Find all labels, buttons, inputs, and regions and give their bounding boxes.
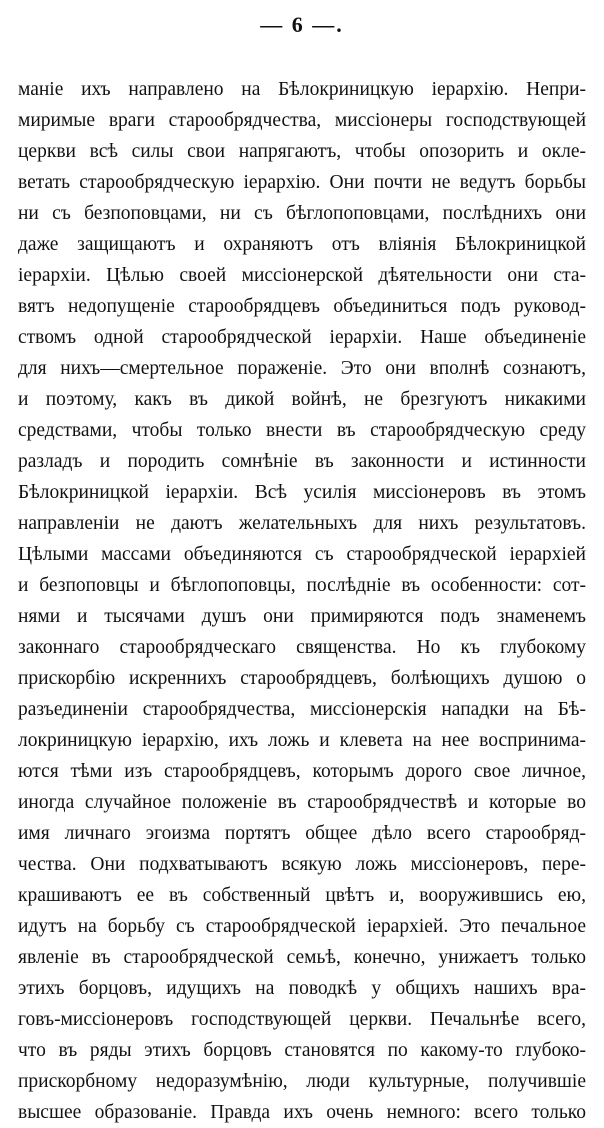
text-line: крашиваютъ ее въ собственный цвѣтъ и, вооружившись ею, (18, 885, 586, 906)
text-line: иногда случайное положеніе въ старообрядчествѣ и которые во (18, 792, 586, 813)
text-line: что въ ряды этихъ борцовъ становятся по какому-то глубоко- (18, 1040, 586, 1061)
text-line: разладъ и породить сомнѣніе въ законности и истинности (18, 451, 586, 472)
page-number: — 6 —. (260, 12, 344, 37)
text-line: законнаго старообрядческаго священства. Но къ глубокому (18, 637, 586, 658)
text-line: прискорбію искреннихъ старообрядцевъ, болѣющихъ душою о (18, 668, 586, 689)
text-line: прискорбному недоразумѣнію, люди культурные, получившіе (18, 1071, 586, 1092)
text-line: миримые враги старообрядчества, миссіонеры господствующей (18, 110, 586, 131)
body-text (18, 74, 586, 1128)
text-line: Цѣлыми массами объединяются съ старообрядческой іерархіей (18, 544, 586, 565)
text-line: нями и тысячами душъ они примиряются подъ знаменемъ (18, 606, 586, 627)
text-line: вятъ недопущеніе старообрядцевъ объединиться подъ руковод- (18, 296, 586, 317)
text-line: идутъ на борьбу съ старообрядческой іерархіей. Это печальное (18, 916, 586, 937)
text-line: ются тѣми изъ старообрядцевъ, которымъ дорого свое личное, (18, 761, 586, 782)
text-line: ветать старообрядческую іерархію. Они почти не ведутъ борьбы (18, 172, 586, 193)
text-line: для нихъ—смертельное пораженіе. Это они вполнѣ сознаютъ, (18, 358, 586, 379)
text-line: чества. Они подхватываютъ всякую ложь миссіонеровъ, пере- (18, 854, 586, 875)
text-line: имя личнаго эгоизма портятъ общее дѣло всего старообряд- (18, 823, 586, 844)
text-line: Бѣлокриницкой іерархіи. Всѣ усилія миссіонеровъ въ этомъ (18, 482, 586, 503)
text-line: церкви всѣ силы свои напрягаютъ, чтобы опозорить и окле- (18, 141, 586, 162)
text-line: ствомъ одной старообрядческой іерархіи. Наше объединеніе (18, 327, 586, 348)
text-line: говъ-миссіонеровъ господствующей церкви. Печальнѣе всего, (18, 1009, 586, 1030)
text-line: іерархіи. Цѣлью своей миссіонерской дѣятельности они ста- (18, 265, 586, 286)
text-line: и поэтому, какъ въ дикой войнѣ, не брезгуютъ никакими (18, 389, 586, 410)
text-line: средствами, чтобы только внести въ старообрядческую среду (18, 420, 586, 441)
text-line: локриницкую іерархію, ихъ ложь и клевета на нее воспринима- (18, 730, 586, 751)
text-line: высшее образованіе. Правда ихъ очень немного: всего только (18, 1102, 586, 1123)
text-line: и безпоповцы и бѣглопоповцы, послѣдніе въ особенности: сот- (18, 575, 586, 596)
text-line: этихъ борцовъ, идущихъ на поводкѣ у общихъ нашихъ вра- (18, 978, 586, 999)
text-line: даже защищаютъ и охраняютъ отъ вліянія Бѣлокриницкой (18, 234, 586, 255)
text-line: ни съ безпоповцами, ни съ бѣглопоповцами, послѣднихъ они (18, 203, 586, 224)
text-line: маніе ихъ направлено на Бѣлокриницкую іерархію. Непри- (18, 79, 586, 100)
text-line: явленіе въ старообрядческой семьѣ, конечно, унижаетъ только (18, 947, 586, 968)
text-line: направленіи не даютъ желательныхъ для нихъ результатовъ. (18, 513, 586, 534)
text-line: разъединеніи старообрядчества, миссіонерскія нападки на Бѣ- (18, 699, 586, 720)
